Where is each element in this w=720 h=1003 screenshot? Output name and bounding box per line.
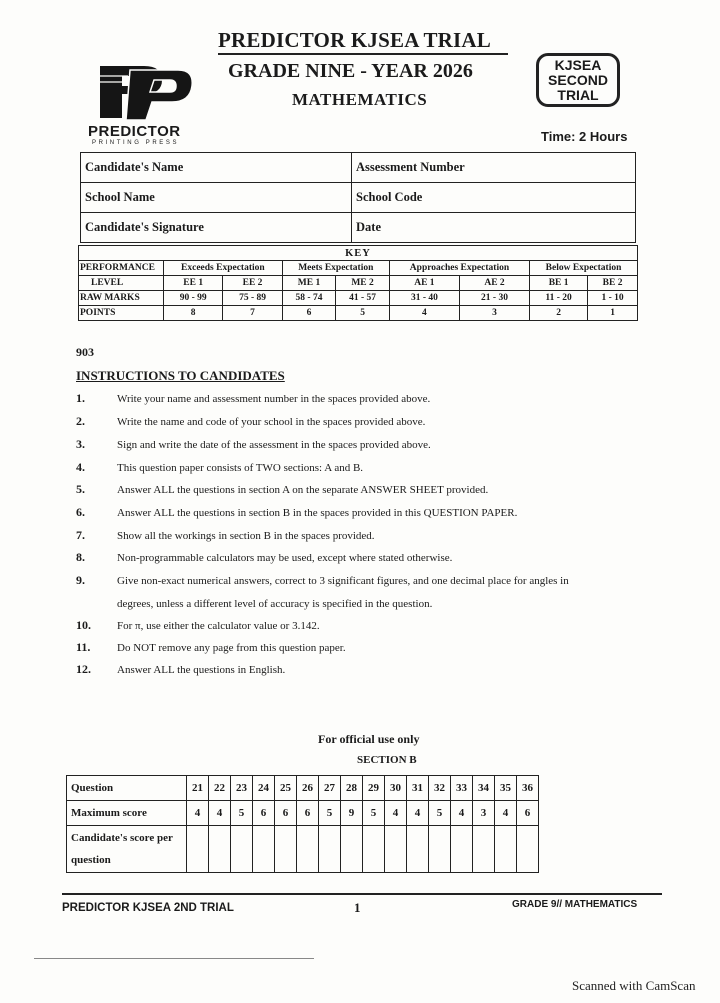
instruction-number: 1. xyxy=(76,391,85,405)
instructions-heading: INSTRUCTIONS TO CANDIDATES xyxy=(76,368,285,383)
candidate-score-cell[interactable] xyxy=(451,826,473,873)
key-raw-marks-cell: 58 - 74 xyxy=(282,291,336,306)
instruction-text: Non-programmable calculators may be used, except where stated otherwise. xyxy=(117,552,453,564)
key-raw-marks-cell: 11 - 20 xyxy=(530,291,588,306)
subject-title: MATHEMATICS xyxy=(292,90,428,109)
title-rule xyxy=(218,53,508,55)
question-number-cell: 30 xyxy=(385,776,407,801)
key-points-cell: 2 xyxy=(530,306,588,321)
official-score-table xyxy=(66,775,539,873)
question-number-cell: 36 xyxy=(517,776,539,801)
key-raw-marks-cell: 41 - 57 xyxy=(336,291,390,306)
question-number-cell: 25 xyxy=(275,776,297,801)
instruction-text: degrees, unless a different level of accuracy is specified in the question. xyxy=(117,598,433,610)
signature-field[interactable]: Candidate's Signature xyxy=(81,213,352,243)
instruction-text: Do NOT remove any page from this question paper. xyxy=(117,642,346,654)
instruction-text: Give non-exact numerical answers, correct to 3 significant figures, and one decimal place for angles in xyxy=(117,575,569,587)
question-number-cell: 34 xyxy=(473,776,495,801)
question-number-cell: 35 xyxy=(495,776,517,801)
question-number-cell: 22 xyxy=(209,776,231,801)
candidate-score-cell[interactable] xyxy=(517,826,539,873)
trial-badge xyxy=(536,53,620,107)
instruction-text: Sign and write the date of the assessment in the spaces provided above. xyxy=(117,439,431,451)
key-row-label: PERFORMANCE xyxy=(79,261,164,276)
candidate-score-cell[interactable] xyxy=(231,826,253,873)
key-row-label: LEVEL xyxy=(79,276,164,291)
candidate-score-cell[interactable] xyxy=(473,826,495,873)
candidate-score-cell[interactable] xyxy=(363,826,385,873)
key-group: Approaches Expectation xyxy=(389,261,529,276)
max-score-cell: 4 xyxy=(385,801,407,826)
scan-rule xyxy=(34,958,314,959)
max-score-cell: 3 xyxy=(473,801,495,826)
max-score-cell: 5 xyxy=(319,801,341,826)
max-score-cell: 6 xyxy=(297,801,319,826)
key-level-cell: BE 1 xyxy=(530,276,588,291)
candidate-score-cell[interactable] xyxy=(341,826,363,873)
key-level-cell: EE 2 xyxy=(223,276,282,291)
question-number-cell: 28 xyxy=(341,776,363,801)
key-level-cell: ME 1 xyxy=(282,276,336,291)
key-level-cell: EE 1 xyxy=(164,276,223,291)
footer-left xyxy=(62,902,234,914)
question-number-cell: 27 xyxy=(319,776,341,801)
candidate-score-row-label xyxy=(67,826,187,873)
question-number-cell: 23 xyxy=(231,776,253,801)
max-score-cell: 4 xyxy=(407,801,429,826)
max-score-cell: 9 xyxy=(341,801,363,826)
instruction-text: Write the name and code of your school in the spaces provided above. xyxy=(117,416,426,428)
max-score-cell: 6 xyxy=(275,801,297,826)
key-points-cell: 8 xyxy=(164,306,223,321)
grade-year: GRADE NINE - YEAR 2026 xyxy=(228,60,473,82)
footer-left-text: PREDICTOR KJSEA 2ND TRIAL xyxy=(62,902,234,914)
assessment-number-field[interactable]: Assessment Number xyxy=(352,153,636,183)
candidate-name-field[interactable]: Candidate's Name xyxy=(81,153,352,183)
candidate-score-cell[interactable] xyxy=(495,826,517,873)
instruction-number: 4. xyxy=(76,460,85,474)
key-points-cell: 7 xyxy=(223,306,282,321)
paper-title: PREDICTOR KJSEA TRIAL xyxy=(218,28,491,52)
key-level-cell: BE 2 xyxy=(588,276,638,291)
candidate-score-label-1: Candidate's score per xyxy=(71,832,173,844)
key-title: KEY xyxy=(79,246,638,261)
key-points-cell: 4 xyxy=(389,306,459,321)
key-row-label: RAW MARKS xyxy=(79,291,164,306)
question-number-cell: 21 xyxy=(187,776,209,801)
question-number-cell: 26 xyxy=(297,776,319,801)
instruction-text: This question paper consists of TWO sections: A and B. xyxy=(117,462,364,474)
instruction-text: Answer ALL the questions in section A on the separate ANSWER SHEET provided. xyxy=(117,484,489,496)
max-score-cell: 4 xyxy=(187,801,209,826)
question-row-label: Question xyxy=(67,776,187,801)
instruction-number: 3. xyxy=(76,437,85,451)
candidate-score-cell[interactable] xyxy=(275,826,297,873)
question-number-cell: 29 xyxy=(363,776,385,801)
performance-key-table xyxy=(78,245,638,321)
question-number-cell: 31 xyxy=(407,776,429,801)
instruction-number: 12. xyxy=(76,662,91,676)
instruction-text: For π, use either the calculator value or 3.142. xyxy=(117,620,320,632)
scanner-watermark: Scanned with CamScan xyxy=(572,978,696,993)
max-score-cell: 6 xyxy=(253,801,275,826)
candidate-score-cell[interactable] xyxy=(407,826,429,873)
footer-rule xyxy=(62,893,662,895)
key-points-cell: 3 xyxy=(459,306,529,321)
key-points-cell: 6 xyxy=(282,306,336,321)
candidate-score-cell[interactable] xyxy=(209,826,231,873)
instruction-number: 2. xyxy=(76,414,85,428)
time-allowed: Time: 2 Hours xyxy=(541,129,628,144)
instruction-number: 9. xyxy=(76,573,85,587)
key-level-cell: AE 2 xyxy=(459,276,529,291)
footer-right: GRADE 9// MATHEMATICS xyxy=(512,899,638,910)
candidate-score-cell[interactable] xyxy=(253,826,275,873)
key-row-label: POINTS xyxy=(79,306,164,321)
key-raw-marks-cell: 21 - 30 xyxy=(459,291,529,306)
max-score-cell: 5 xyxy=(231,801,253,826)
max-score-cell: 4 xyxy=(209,801,231,826)
instruction-text: Answer ALL the questions in English. xyxy=(117,664,286,676)
max-score-row-label: Maximum score xyxy=(67,801,187,826)
page-number: 1 xyxy=(354,900,361,915)
badge-line-3: TRIAL xyxy=(557,87,599,103)
candidate-score-cell[interactable] xyxy=(297,826,319,873)
instruction-text: Answer ALL the questions in section B in the spaces provided in this QUESTION PAPER. xyxy=(117,507,518,519)
badge-line-2: SECOND xyxy=(548,72,608,88)
key-level-cell: AE 1 xyxy=(389,276,459,291)
max-score-cell: 4 xyxy=(495,801,517,826)
candidate-details-table xyxy=(80,152,636,243)
key-points-cell: 1 xyxy=(588,306,638,321)
section-b-label: SECTION B xyxy=(357,754,417,766)
key-raw-marks-cell: 1 - 10 xyxy=(588,291,638,306)
candidate-score-cell[interactable] xyxy=(319,826,341,873)
key-points-cell: 5 xyxy=(336,306,390,321)
question-number-cell: 33 xyxy=(451,776,473,801)
max-score-cell: 5 xyxy=(429,801,451,826)
candidate-score-cell[interactable] xyxy=(187,826,209,873)
instruction-number: 7. xyxy=(76,528,85,542)
key-group: Exceeds Expectation xyxy=(164,261,283,276)
max-score-cell: 4 xyxy=(451,801,473,826)
instruction-number: 11. xyxy=(76,640,91,654)
key-group: Meets Expectation xyxy=(282,261,389,276)
max-score-cell: 5 xyxy=(363,801,385,826)
official-use-title: For official use only xyxy=(318,732,420,746)
key-group: Below Expectation xyxy=(530,261,638,276)
key-raw-marks-cell: 31 - 40 xyxy=(389,291,459,306)
key-raw-marks-cell: 90 - 99 xyxy=(164,291,223,306)
instruction-number: 6. xyxy=(76,505,85,519)
max-score-cell: 6 xyxy=(517,801,539,826)
candidate-score-cell[interactable] xyxy=(385,826,407,873)
question-number-cell: 24 xyxy=(253,776,275,801)
date-field[interactable]: Date xyxy=(352,213,636,243)
instruction-number: 8. xyxy=(76,550,85,564)
instruction-number: 5. xyxy=(76,482,85,496)
paper-code: 903 xyxy=(76,345,94,359)
candidate-score-cell[interactable] xyxy=(429,826,451,873)
school-code-field[interactable]: School Code xyxy=(352,183,636,213)
logo-name: PREDICTOR xyxy=(88,123,181,140)
question-number-cell: 32 xyxy=(429,776,451,801)
candidate-score-label-2: question xyxy=(71,854,111,866)
key-level-cell: ME 2 xyxy=(336,276,390,291)
school-name-field[interactable]: School Name xyxy=(81,183,352,213)
key-raw-marks-cell: 75 - 89 xyxy=(223,291,282,306)
predictor-logo-icon xyxy=(96,62,196,124)
instruction-number: 10. xyxy=(76,618,91,632)
badge-line-1: KJSEA xyxy=(554,57,602,73)
logo-subtitle: PRINTING PRESS xyxy=(92,140,180,146)
instruction-text: Write your name and assessment number in the spaces provided above. xyxy=(117,393,431,405)
instruction-text: Show all the workings in section B in the spaces provided. xyxy=(117,530,375,542)
